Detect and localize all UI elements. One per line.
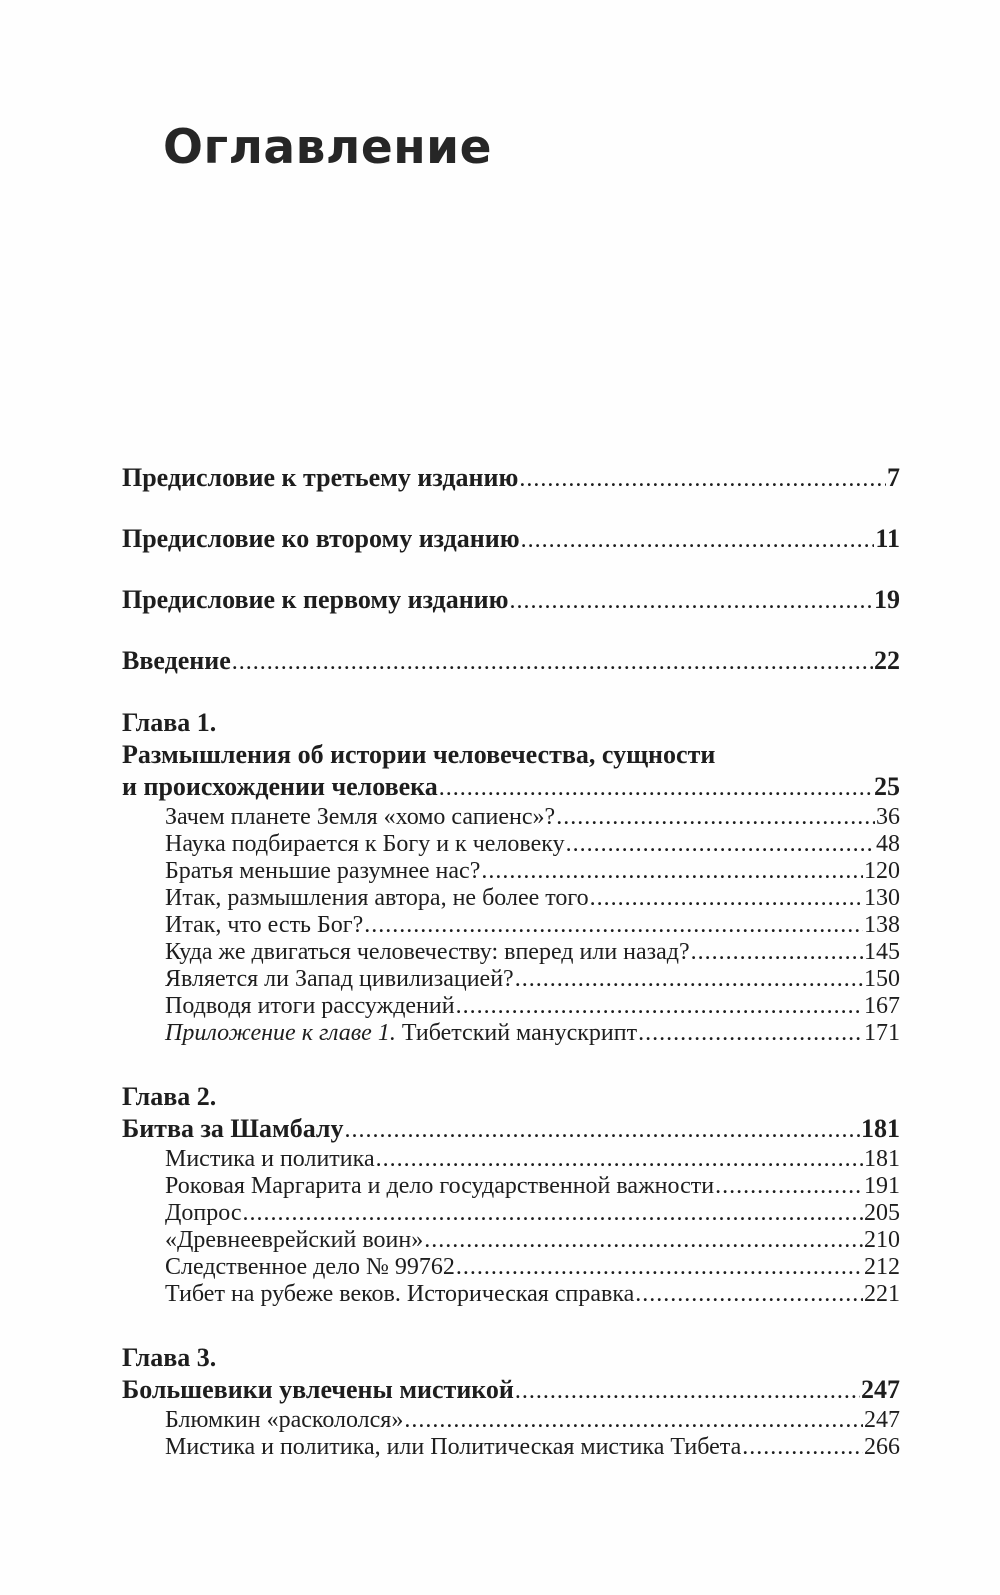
dot-leader bbox=[715, 1173, 863, 1200]
page-title: Оглавление bbox=[163, 120, 492, 175]
dot-leader bbox=[481, 858, 863, 885]
page-number: 36 bbox=[876, 804, 900, 830]
toc-entry bbox=[165, 1434, 900, 1461]
toc-entry-label-rest: Тибетский манускрипт bbox=[401, 1020, 638, 1046]
toc-entry-label: Предисловие к третьему изданию bbox=[122, 463, 519, 492]
page-number: 19 bbox=[874, 585, 900, 614]
toc-entry-label: Тибет на рубеже веков. Историческая справка bbox=[165, 1281, 635, 1307]
page-number: 145 bbox=[864, 939, 900, 965]
toc-entry-label: «Древнееврейский воин» bbox=[165, 1227, 424, 1253]
dot-leader bbox=[424, 1227, 863, 1254]
page-number: 247 bbox=[864, 1407, 900, 1433]
toc-entry bbox=[165, 1146, 900, 1173]
dot-leader bbox=[376, 1146, 863, 1173]
toc-entry-label: Куда же двигаться человечеству: вперед или назад? bbox=[165, 939, 690, 965]
dot-leader bbox=[456, 1254, 863, 1281]
page-number: 120 bbox=[864, 858, 900, 884]
page-number: 247 bbox=[861, 1375, 900, 1404]
dot-leader bbox=[510, 586, 873, 616]
toc-entry bbox=[122, 771, 900, 804]
chapter-title: Большевики увлечены мистикой bbox=[122, 1375, 514, 1404]
dot-leader bbox=[521, 525, 875, 555]
toc-chapter bbox=[122, 1081, 900, 1308]
dot-leader bbox=[556, 804, 875, 831]
page-number: 130 bbox=[864, 885, 900, 911]
toc-entry bbox=[122, 646, 900, 677]
page-number: 150 bbox=[864, 966, 900, 992]
dot-leader bbox=[519, 464, 886, 494]
toc-chapter bbox=[122, 1342, 900, 1461]
toc-entry-label: Следственное дело № 99762 bbox=[165, 1254, 455, 1280]
toc-entry-label: Предисловие к первому изданию bbox=[122, 585, 509, 614]
toc-entry bbox=[165, 966, 900, 993]
page-number: 212 bbox=[864, 1254, 900, 1280]
toc-entry bbox=[165, 1020, 900, 1047]
page-number: 210 bbox=[864, 1227, 900, 1253]
dot-leader bbox=[232, 647, 873, 677]
dot-leader bbox=[439, 772, 873, 804]
page-number: 48 bbox=[876, 831, 900, 857]
toc-entry-label: Роковая Маргарита и дело государственной важности bbox=[165, 1173, 715, 1199]
toc-entry bbox=[165, 1173, 900, 1200]
toc-entry-label: Зачем планете Земля «хомо сапиенс»? bbox=[165, 804, 556, 830]
toc-entry bbox=[122, 524, 900, 555]
toc-entry bbox=[165, 1200, 900, 1227]
toc-entry bbox=[122, 463, 900, 494]
page-number: 181 bbox=[861, 1114, 900, 1143]
toc-entry-label: Блюмкин «раскололся» bbox=[165, 1407, 404, 1433]
table-of-contents bbox=[122, 463, 900, 1495]
dot-leader bbox=[242, 1200, 863, 1227]
page-number: 7 bbox=[887, 463, 900, 492]
chapter-label: Глава 2. bbox=[122, 1082, 217, 1111]
dot-leader bbox=[691, 939, 863, 966]
toc-entry bbox=[165, 885, 900, 912]
toc-entry-label: Итак, размышления автора, не более того bbox=[165, 885, 589, 911]
dot-leader bbox=[515, 1375, 860, 1407]
toc-entry bbox=[122, 1374, 900, 1407]
page-number: 181 bbox=[864, 1146, 900, 1172]
toc-entry-label: Введение bbox=[122, 646, 231, 675]
toc-entry bbox=[122, 1113, 900, 1146]
chapter-label: Глава 3. bbox=[122, 1343, 217, 1372]
page-number: 171 bbox=[864, 1020, 900, 1046]
toc-entry bbox=[165, 939, 900, 966]
toc-entry bbox=[165, 804, 900, 831]
dot-leader bbox=[635, 1281, 863, 1308]
toc-entry bbox=[165, 858, 900, 885]
toc-entry-label bbox=[165, 1020, 637, 1047]
dot-leader bbox=[456, 993, 863, 1020]
page-number: 205 bbox=[864, 1200, 900, 1226]
chapter-title: и происхождении человека bbox=[122, 772, 438, 801]
toc-entry-label: Наука подбирается к Богу и к человеку bbox=[165, 831, 565, 857]
toc-entry-label: Мистика и политика, или Политическая мистика Тибета bbox=[165, 1434, 742, 1460]
toc-entry bbox=[165, 831, 900, 858]
page-number: 191 bbox=[864, 1173, 900, 1199]
toc-entry bbox=[165, 1227, 900, 1254]
toc-entry bbox=[165, 1407, 900, 1434]
toc-entry bbox=[165, 993, 900, 1020]
page-number: 11 bbox=[875, 524, 900, 553]
toc-chapter bbox=[122, 707, 900, 1047]
page-number: 266 bbox=[864, 1434, 900, 1460]
dot-leader bbox=[515, 966, 863, 993]
toc-entry-label: Мистика и политика bbox=[165, 1146, 375, 1172]
dot-leader bbox=[404, 1407, 863, 1434]
page-number: 138 bbox=[864, 912, 900, 938]
page-number: 22 bbox=[874, 646, 900, 675]
page-number: 167 bbox=[864, 993, 900, 1019]
toc-entry bbox=[165, 912, 900, 939]
toc-entry bbox=[122, 585, 900, 616]
page-number: 25 bbox=[874, 772, 900, 801]
toc-entry-label: Предисловие ко второму изданию bbox=[122, 524, 520, 553]
dot-leader bbox=[566, 831, 875, 858]
dot-leader bbox=[345, 1114, 860, 1146]
dot-leader bbox=[590, 885, 863, 912]
chapter-title-line: Размышления об истории человечества, сущности bbox=[122, 740, 716, 769]
toc-entry-label: Итак, что есть Бог? bbox=[165, 912, 364, 938]
page-number: 221 bbox=[864, 1281, 900, 1307]
dot-leader bbox=[638, 1020, 863, 1047]
toc-entry bbox=[165, 1281, 900, 1308]
toc-entry-label: Подводя итоги рассуждений bbox=[165, 993, 455, 1019]
toc-entry-italic-label: Приложение к главе 1. bbox=[165, 1020, 396, 1046]
dot-leader bbox=[364, 912, 863, 939]
toc-entry-label: Является ли Запад цивилизацией? bbox=[165, 966, 514, 992]
toc-entry-label: Допрос bbox=[165, 1200, 242, 1226]
dot-leader bbox=[742, 1434, 863, 1461]
chapter-title: Битва за Шамбалу bbox=[122, 1114, 344, 1143]
chapter-label: Глава 1. bbox=[122, 708, 217, 737]
toc-entry-label: Братья меньшие разумнее нас? bbox=[165, 858, 481, 884]
toc-entry bbox=[165, 1254, 900, 1281]
